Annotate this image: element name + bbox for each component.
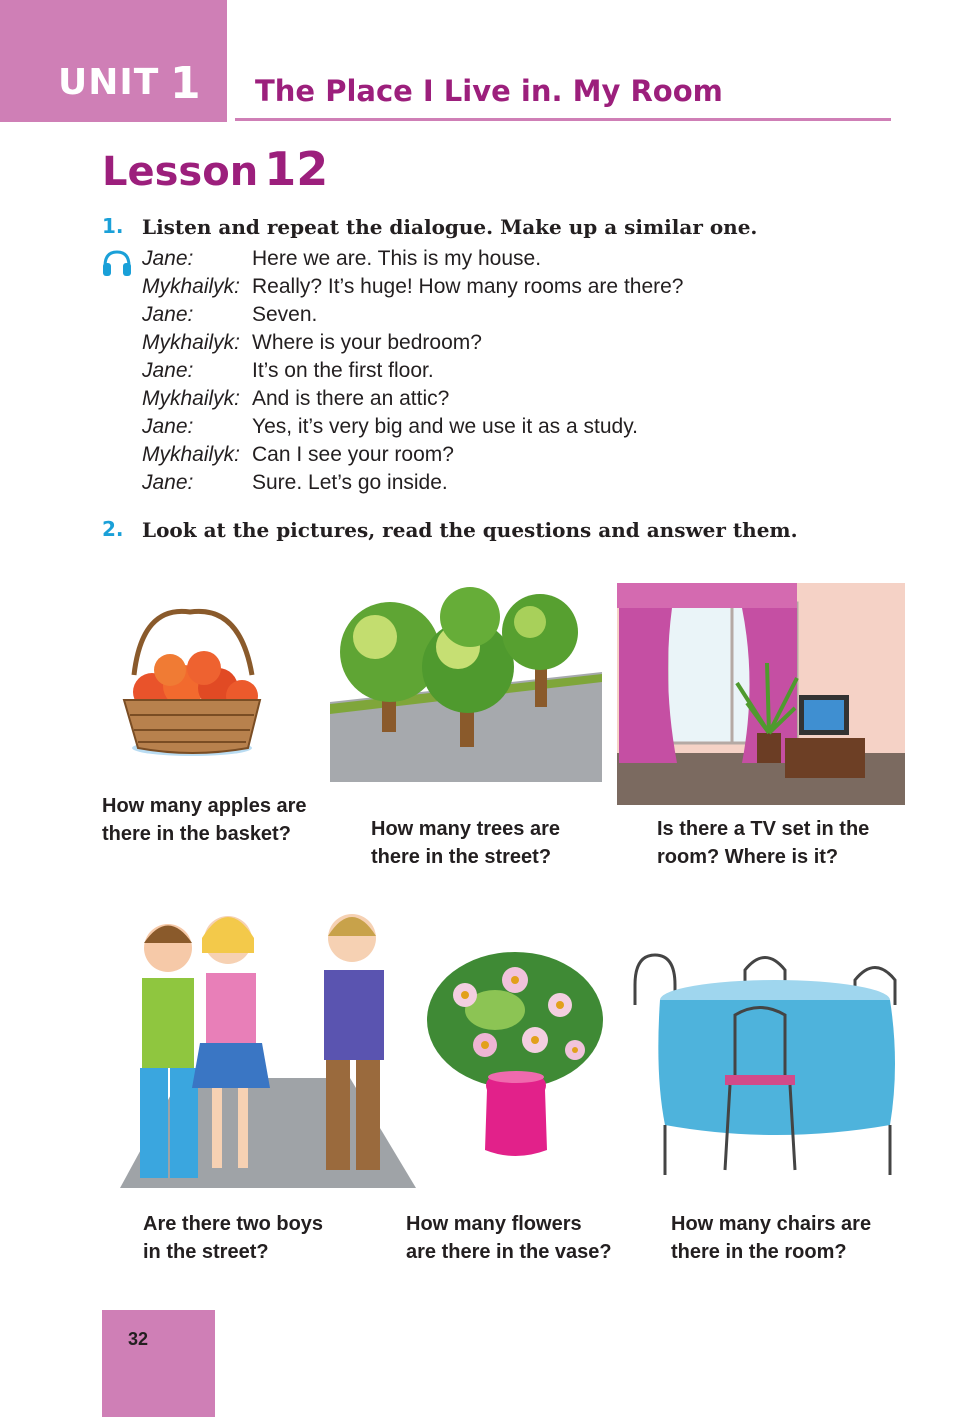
question-line: there in the basket? [102,823,291,845]
unit-number: 1 [170,58,201,109]
table-chairs-illustration [625,945,908,1185]
dialogue-line [142,387,683,415]
speaker: Jane: [142,471,194,494]
speaker: Jane: [142,247,194,270]
dialogue-line [142,275,683,303]
dialogue-text: Can I see your room? [252,443,454,466]
headphones-icon[interactable] [101,248,133,278]
question-chairs [671,1210,911,1266]
dialogue-text: Seven. [252,303,318,326]
question-apples [102,792,342,848]
speaker: Mykhailyk: [142,275,241,298]
question-line: How many apples are [102,795,307,817]
question-flowers [406,1210,646,1266]
lesson-title [102,142,328,196]
dialogue-text: Yes, it’s very big and we use it as a study. [252,415,638,438]
unit-label: UNIT [58,62,160,103]
exercise-2-number: 2. [102,517,124,541]
question-trees [371,815,611,871]
dialogue-line [142,415,683,443]
question-line: How many trees are [371,818,560,840]
room-tv-illustration [617,583,905,805]
dialogue-line [142,443,683,471]
dialogue-line [142,303,683,331]
question-line: there in the room? [671,1241,847,1263]
question-line: there in the street? [371,846,552,868]
question-tv [657,815,907,871]
question-boys [143,1210,383,1266]
dialogue-text: Where is your bedroom? [252,331,482,354]
dialogue-text: Really? It’s huge! How many rooms are there? [252,275,684,298]
dialogue-line [142,247,683,275]
speaker: Jane: [142,359,194,382]
flower-vase-illustration [425,950,605,1170]
page-number: 32 [128,1329,149,1349]
question-line: How many chairs are [671,1213,872,1235]
question-line: in the street? [143,1241,269,1263]
speaker: Mykhailyk: [142,443,241,466]
header-divider [235,118,891,121]
speaker: Jane: [142,303,194,326]
question-line: How many flowers [406,1213,582,1235]
exercise-2-instruction: Look at the pictures, read the questions and answer them. [142,518,798,542]
exercise-1-number: 1. [102,214,124,238]
dialogue-text: It’s on the first floor. [252,359,434,382]
exercise-1-instruction: Listen and repeat the dialogue. Make up a similar one. [142,215,758,239]
children-street-illustration [120,898,416,1188]
question-line: are there in the vase? [406,1241,612,1263]
dialogue-line [142,331,683,359]
question-line: Are there two boys [143,1213,324,1235]
speaker: Mykhailyk: [142,387,241,410]
dialogue-text: And is there an attic? [252,387,450,410]
unit-title: The Place I Live in. My Room [255,74,723,108]
dialogue-text: Sure. Let’s go inside. [252,471,448,494]
dialogue-line [142,471,683,499]
street-trees-illustration [330,582,602,782]
page-number-box [102,1310,215,1417]
lesson-number: 12 [264,142,329,196]
speaker: Jane: [142,415,194,438]
question-line: Is there a TV set in the [657,818,870,840]
lesson-label: Lesson [102,149,259,195]
question-line: room? Where is it? [657,846,839,868]
dialogue-line [142,359,683,387]
dialogue-text: Here we are. This is my house. [252,247,542,270]
dialogue [142,247,683,499]
speaker: Mykhailyk: [142,331,241,354]
apple-basket-illustration [112,600,267,760]
